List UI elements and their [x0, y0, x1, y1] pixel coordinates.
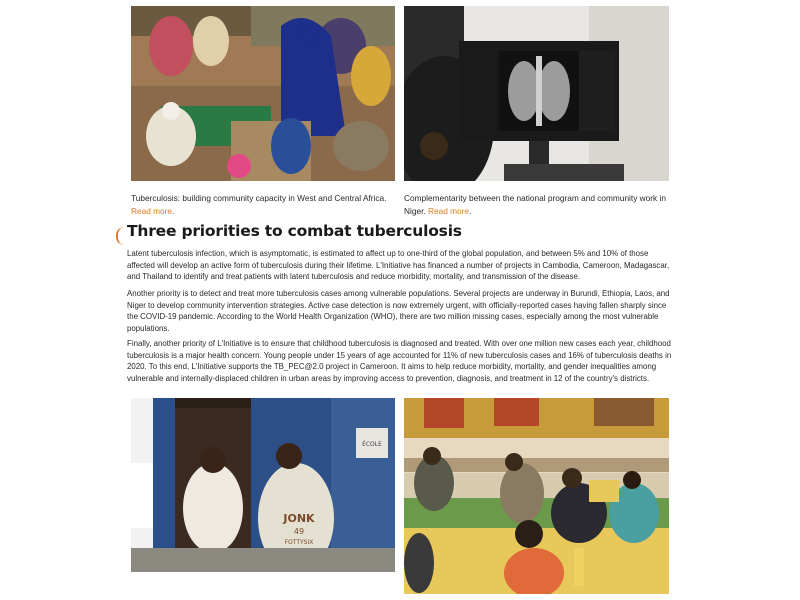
- shirt-text-2: 49: [293, 527, 305, 536]
- shirt-text-3: FOTTYSIX: [284, 539, 314, 546]
- read-more-link[interactable]: Read more: [427, 205, 470, 216]
- photo-xray-monitor: [404, 6, 669, 181]
- caption-punctuation: .: [172, 205, 175, 216]
- section-title: Three priorities to combat tuberculosis: [127, 222, 462, 240]
- caption-text: Complementarity between the national program and community work in Niger.: [404, 193, 666, 216]
- heading-accent-mark: [116, 227, 124, 245]
- read-more-link[interactable]: Read more: [131, 205, 173, 216]
- caption-national-program: [404, 192, 672, 217]
- paragraph-latent-tb: Latent tuberculosis infection, which is asymptomatic, is estimated to affect up to one-third of the global population, and between 5% and 10% of those affected will develop an active form of tuberculosis during their lifetime. L'Initiative has financed a number of projects in Cambodia, Cameroon, Madagascar, and Thailand to identify and treat patients with latent tuberculosis and reduce morbidity, mortality, and transmission of the disease.: [127, 249, 670, 282]
- photo-community-gathering: [131, 6, 395, 181]
- caption-text: Tuberculosis: building community capacity in West and Central Africa.: [131, 193, 387, 203]
- photo-seated-meeting: [404, 398, 669, 594]
- caption-community: [131, 192, 399, 217]
- sign-text: ÉCOLE: [362, 441, 382, 448]
- paragraph-childhood-tb: Finally, another priority of L'Initiative is to ensure that childhood tuberculosis is diagnosed and treated. With over one million new cases each year, childhood tuberculosis is a major health concern. Young people under 15 years of age accounted for 11% of new tuberculosis cases and 16% of tuberculosis deaths in 2020. To this end, L'Initiative supports the TB_PEC@2.0 project in Cameroon. It aims to help reduce morbidity, mortality, and gender inequalities among vulnerable and internally-displaced children in urban areas by improving access to prevention, diagnosis, and treatment in 12 of the country's districts.: [127, 339, 672, 383]
- paragraph-vulnerable-populations: Another priority is to detect and treat more tuberculosis cases among vulnerable populations. Several projects are underway in Burundi, Ethiopia, Laos, and Niger to develop community intervention strategies. Active case detection is now extremely urgent, with officially-reported cases having fallen sharply since the COVID-19 pandemic. According to the World Health Organization (WHO), there are two million missing cases, especially among the most vulnerable populations.: [127, 289, 670, 333]
- photo-doorway-exchange: [131, 398, 395, 572]
- caption-punctuation: .: [469, 205, 472, 216]
- shirt-text-1: JONK: [283, 512, 315, 525]
